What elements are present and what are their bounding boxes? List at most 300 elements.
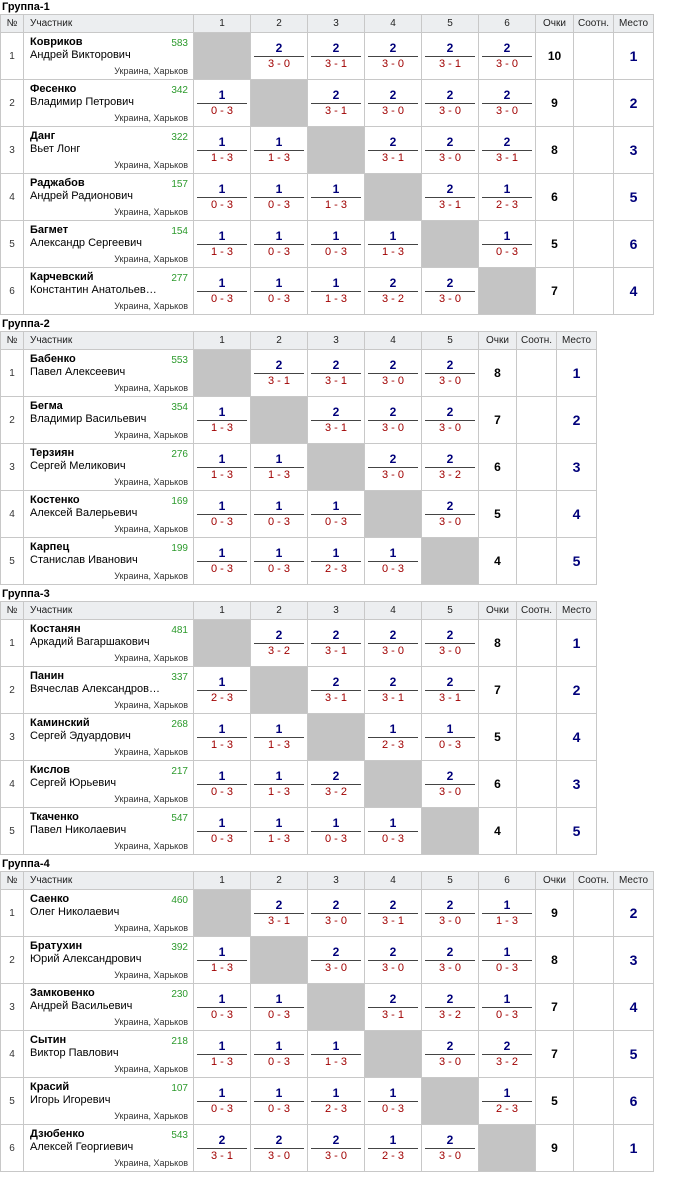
match-result-cell[interactable] <box>251 538 308 585</box>
match-points: 1 <box>332 1039 340 1053</box>
match-points: 1 <box>218 405 226 419</box>
match-score: 3 - 0 <box>381 962 404 974</box>
match-result-cell[interactable] <box>308 1125 365 1172</box>
match-result-cell[interactable] <box>365 1125 422 1172</box>
match-points: 1 <box>218 1039 226 1053</box>
participant-surname[interactable]: Ковриков <box>30 36 83 48</box>
match-score: 3 - 0 <box>438 516 461 528</box>
match-score: 3 - 0 <box>438 293 461 305</box>
match-result-cell[interactable] <box>422 620 479 667</box>
participant-surname[interactable]: Саенко <box>30 893 70 905</box>
match-result-cell[interactable] <box>479 1078 536 1125</box>
match-result-cell[interactable] <box>365 268 422 315</box>
participant-city: Украина, Харьков <box>114 923 188 933</box>
match-result-cell[interactable] <box>251 444 308 491</box>
match-points: 1 <box>275 499 283 513</box>
match-score: 2 - 3 <box>381 739 404 751</box>
match-score: 3 - 2 <box>324 786 347 798</box>
group-table <box>0 14 654 315</box>
participant-cell <box>24 127 194 174</box>
participant-fullname: Алексей Георгиевич <box>30 1141 134 1153</box>
match-points: 1 <box>503 229 511 243</box>
match-result-cell[interactable] <box>308 174 365 221</box>
match-points: 2 <box>446 769 454 783</box>
match-result-cell[interactable] <box>194 937 251 984</box>
participant-city: Украина, Харьков <box>114 970 188 980</box>
header-ratio: Соотн. <box>517 602 557 620</box>
match-result-cell[interactable] <box>251 714 308 761</box>
match-points: 1 <box>218 499 226 513</box>
participant-info <box>24 127 193 173</box>
participant-info <box>24 1078 193 1124</box>
row-number: 2 <box>1 937 24 984</box>
match-result-cell[interactable] <box>365 444 422 491</box>
match-points: 1 <box>332 1086 340 1100</box>
total-points: 5 <box>536 221 574 268</box>
participant-fullname: Владимир Петрович <box>30 96 134 108</box>
total-points: 10 <box>536 33 574 80</box>
match-result-cell[interactable] <box>194 174 251 221</box>
match-points: 2 <box>332 358 340 372</box>
match-score: 1 - 3 <box>324 199 347 211</box>
match-score: 3 - 0 <box>381 58 404 70</box>
match-points: 2 <box>446 898 454 912</box>
match-points: 1 <box>218 992 226 1006</box>
participant-surname[interactable]: Костанян <box>30 623 81 635</box>
header-opponent: 6 <box>479 872 536 890</box>
match-result-cell[interactable] <box>365 127 422 174</box>
match-score: 1 - 3 <box>495 915 518 927</box>
participant-surname[interactable]: Красий <box>30 1081 70 1093</box>
ratio-cell <box>517 620 557 667</box>
match-result-cell[interactable] <box>194 984 251 1031</box>
header-opponent: 6 <box>479 15 536 33</box>
match-result-cell[interactable] <box>422 397 479 444</box>
match-score: 1 - 3 <box>267 469 290 481</box>
participant-surname[interactable]: Данг <box>30 130 56 142</box>
header-place: Место <box>557 602 597 620</box>
match-points: 1 <box>218 722 226 736</box>
match-result-cell[interactable] <box>251 808 308 855</box>
self-match-cell <box>308 444 365 491</box>
participant-surname[interactable]: Панин <box>30 670 65 682</box>
ratio-cell <box>517 714 557 761</box>
total-points: 8 <box>536 127 574 174</box>
header-opponent: 2 <box>251 602 308 620</box>
match-result-cell[interactable] <box>308 350 365 397</box>
match-score: 3 - 0 <box>495 58 518 70</box>
match-points: 1 <box>503 182 511 196</box>
match-result-cell[interactable] <box>365 667 422 714</box>
total-points: 7 <box>536 984 574 1031</box>
match-result-cell[interactable] <box>365 984 422 1031</box>
participant-surname[interactable]: Фесенко <box>30 83 77 95</box>
participant-cell <box>24 491 194 538</box>
match-result-cell[interactable] <box>365 714 422 761</box>
match-points: 2 <box>503 135 511 149</box>
total-points: 6 <box>479 444 517 491</box>
match-points: 2 <box>389 135 397 149</box>
total-points: 5 <box>479 714 517 761</box>
match-result-cell[interactable] <box>365 808 422 855</box>
total-points: 9 <box>536 890 574 937</box>
match-result-cell[interactable] <box>308 397 365 444</box>
match-points: 1 <box>218 135 226 149</box>
place-cell: 2 <box>557 397 597 444</box>
participant-fullname: Виктор Павлович <box>30 1047 119 1059</box>
match-points: 1 <box>275 452 283 466</box>
header-opponent: 4 <box>365 332 422 350</box>
place-cell: 3 <box>614 127 654 174</box>
participant-city: Украина, Харьков <box>114 113 188 123</box>
participant-surname[interactable]: Бегма <box>30 400 63 412</box>
ratio-cell <box>574 80 614 127</box>
participant-cell <box>24 984 194 1031</box>
participant-info <box>24 1125 193 1171</box>
match-result-cell[interactable] <box>251 890 308 937</box>
match-result-cell[interactable] <box>365 80 422 127</box>
participant-rating: 460 <box>171 895 188 906</box>
match-result-cell[interactable] <box>251 33 308 80</box>
participant-fullname: Александр Сергеевич <box>30 237 142 249</box>
match-result-cell[interactable] <box>479 33 536 80</box>
match-result-cell[interactable] <box>308 80 365 127</box>
match-result-cell[interactable] <box>194 80 251 127</box>
participant-surname[interactable]: Бабенко <box>30 353 76 365</box>
ratio-cell <box>517 491 557 538</box>
match-result-cell[interactable] <box>308 1078 365 1125</box>
self-match-cell <box>251 80 308 127</box>
match-score: 3 - 0 <box>438 375 461 387</box>
participant-surname[interactable]: Костенко <box>30 494 80 506</box>
match-score: 2 - 3 <box>495 199 518 211</box>
match-score: 3 - 1 <box>495 152 518 164</box>
match-result-cell[interactable] <box>365 397 422 444</box>
participant-city: Украина, Харьков <box>114 794 188 804</box>
ratio-cell <box>574 268 614 315</box>
match-result-cell[interactable] <box>422 268 479 315</box>
header-participant: Участник <box>24 602 194 620</box>
participant-rating: 354 <box>171 402 188 413</box>
match-result-cell[interactable] <box>365 538 422 585</box>
match-result-cell[interactable] <box>251 268 308 315</box>
match-score: 3 - 2 <box>267 645 290 657</box>
participant-fullname: Алексей Валерьевич <box>30 507 138 519</box>
match-points: 1 <box>218 88 226 102</box>
match-result-cell[interactable] <box>251 1078 308 1125</box>
participant-info <box>24 80 193 126</box>
participant-cell <box>24 1078 194 1125</box>
group-title: Группа-3 <box>2 588 50 600</box>
match-result-cell[interactable] <box>194 667 251 714</box>
place-cell: 3 <box>557 444 597 491</box>
match-result-cell[interactable] <box>422 937 479 984</box>
match-score: 3 - 0 <box>381 375 404 387</box>
match-score: 1 - 3 <box>267 739 290 751</box>
match-score: 3 - 0 <box>495 105 518 117</box>
match-result-cell[interactable] <box>422 667 479 714</box>
match-score: 0 - 3 <box>267 516 290 528</box>
participant-cell <box>24 890 194 937</box>
ratio-cell <box>574 1078 614 1125</box>
match-points: 2 <box>446 182 454 196</box>
match-result-cell[interactable] <box>251 620 308 667</box>
participant-surname[interactable]: Кислов <box>30 764 70 776</box>
participant-cell <box>24 808 194 855</box>
match-result-cell[interactable] <box>479 80 536 127</box>
total-points: 6 <box>536 174 574 221</box>
participant-info <box>24 714 193 760</box>
participant-fullname: Игорь Игоревич <box>30 1094 111 1106</box>
match-result-cell[interactable] <box>308 33 365 80</box>
match-result-cell[interactable] <box>479 127 536 174</box>
match-points: 1 <box>218 182 226 196</box>
match-result-cell[interactable] <box>365 890 422 937</box>
match-points: 1 <box>275 182 283 196</box>
match-result-cell[interactable] <box>194 761 251 808</box>
match-result-cell[interactable] <box>308 620 365 667</box>
self-match-cell <box>308 714 365 761</box>
player-row <box>1 761 597 808</box>
self-match-cell <box>479 268 536 315</box>
match-result-cell[interactable] <box>365 33 422 80</box>
header-opponent: 2 <box>251 15 308 33</box>
match-points: 1 <box>389 1086 397 1100</box>
participant-surname[interactable]: Братухин <box>30 940 83 952</box>
header-opponent: 5 <box>422 332 479 350</box>
participant-info <box>24 33 193 79</box>
participant-info <box>24 667 193 713</box>
match-result-cell[interactable] <box>194 1078 251 1125</box>
match-result-cell[interactable] <box>251 127 308 174</box>
match-result-cell[interactable] <box>308 890 365 937</box>
ratio-cell <box>517 808 557 855</box>
match-score: 0 - 3 <box>267 246 290 258</box>
match-result-cell[interactable] <box>365 937 422 984</box>
match-result-cell[interactable] <box>365 350 422 397</box>
match-points: 1 <box>218 276 226 290</box>
ratio-cell <box>574 937 614 984</box>
match-points: 2 <box>389 41 397 55</box>
participant-rating: 342 <box>171 85 188 96</box>
match-score: 3 - 0 <box>438 915 461 927</box>
participant-rating: 553 <box>171 355 188 366</box>
participant-rating: 583 <box>171 38 188 49</box>
match-points: 1 <box>218 675 226 689</box>
participant-surname[interactable]: Раджабов <box>30 177 85 189</box>
self-match-cell <box>251 937 308 984</box>
match-points: 2 <box>446 1133 454 1147</box>
ratio-cell <box>517 761 557 808</box>
match-result-cell[interactable] <box>194 444 251 491</box>
match-points: 1 <box>446 722 454 736</box>
match-points: 1 <box>275 1086 283 1100</box>
place-cell: 1 <box>614 33 654 80</box>
match-score: 0 - 3 <box>381 563 404 575</box>
match-result-cell[interactable] <box>422 1125 479 1172</box>
match-result-cell[interactable] <box>308 221 365 268</box>
participant-surname[interactable]: Сытин <box>30 1034 67 1046</box>
player-row <box>1 620 597 667</box>
match-result-cell[interactable] <box>365 620 422 667</box>
match-score: 3 - 0 <box>381 105 404 117</box>
match-result-cell[interactable] <box>194 808 251 855</box>
total-points: 7 <box>479 397 517 444</box>
match-result-cell[interactable] <box>422 127 479 174</box>
match-result-cell[interactable] <box>365 221 422 268</box>
match-result-cell[interactable] <box>308 491 365 538</box>
place-cell: 5 <box>557 538 597 585</box>
participant-surname[interactable]: Багмет <box>30 224 69 236</box>
row-number: 1 <box>1 350 24 397</box>
match-score: 3 - 0 <box>438 152 461 164</box>
participant-surname[interactable]: Карчевский <box>30 271 94 283</box>
match-result-cell[interactable] <box>194 491 251 538</box>
participant-fullname: Сергей Эдуардович <box>30 730 131 742</box>
match-result-cell[interactable] <box>308 761 365 808</box>
match-result-cell[interactable] <box>194 538 251 585</box>
match-result-cell[interactable] <box>422 80 479 127</box>
match-points: 2 <box>446 499 454 513</box>
match-result-cell[interactable] <box>365 1078 422 1125</box>
match-score: 1 - 3 <box>324 1056 347 1068</box>
group-table <box>0 601 597 855</box>
match-result-cell[interactable] <box>479 221 536 268</box>
match-result-cell[interactable] <box>308 268 365 315</box>
match-result-cell[interactable] <box>251 491 308 538</box>
match-score: 0 - 3 <box>495 246 518 258</box>
participant-fullname: Сергей Меликович <box>30 460 126 472</box>
match-result-cell[interactable] <box>251 350 308 397</box>
participant-rating: 107 <box>171 1083 188 1094</box>
participant-rating: 547 <box>171 813 188 824</box>
match-result-cell[interactable] <box>251 761 308 808</box>
place-cell: 3 <box>614 937 654 984</box>
match-result-cell[interactable] <box>422 984 479 1031</box>
match-score: 0 - 3 <box>324 516 347 528</box>
match-score: 3 - 1 <box>438 199 461 211</box>
place-cell: 1 <box>614 1125 654 1172</box>
header-participant: Участник <box>24 15 194 33</box>
participant-rating: 154 <box>171 226 188 237</box>
header-num: № <box>1 15 24 33</box>
match-points: 1 <box>218 945 226 959</box>
match-result-cell[interactable] <box>479 174 536 221</box>
header-opponent: 5 <box>422 15 479 33</box>
match-score: 3 - 1 <box>381 915 404 927</box>
match-result-cell[interactable] <box>194 268 251 315</box>
self-match-cell <box>308 984 365 1031</box>
header-opponent: 1 <box>194 332 251 350</box>
match-result-cell[interactable] <box>422 444 479 491</box>
participant-surname[interactable]: Замковенко <box>30 987 95 999</box>
match-result-cell[interactable] <box>308 937 365 984</box>
match-score: 0 - 3 <box>210 1009 233 1021</box>
match-result-cell[interactable] <box>194 1031 251 1078</box>
match-result-cell[interactable] <box>422 491 479 538</box>
match-score: 3 - 1 <box>324 645 347 657</box>
participant-surname[interactable]: Карпец <box>30 541 70 553</box>
match-result-cell[interactable] <box>251 221 308 268</box>
match-result-cell[interactable] <box>251 1125 308 1172</box>
match-score: 1 - 3 <box>210 152 233 164</box>
match-result-cell[interactable] <box>308 808 365 855</box>
match-result-cell[interactable] <box>479 890 536 937</box>
match-result-cell[interactable] <box>194 397 251 444</box>
match-result-cell[interactable] <box>194 221 251 268</box>
match-score: 2 - 3 <box>324 563 347 575</box>
ratio-cell <box>574 984 614 1031</box>
participant-cell <box>24 174 194 221</box>
player-row <box>1 268 654 315</box>
match-points: 2 <box>332 405 340 419</box>
match-result-cell[interactable] <box>479 1031 536 1078</box>
match-score: 1 - 3 <box>210 246 233 258</box>
match-score: 0 - 3 <box>210 786 233 798</box>
match-result-cell[interactable] <box>422 350 479 397</box>
match-points: 1 <box>503 945 511 959</box>
match-result-cell[interactable] <box>308 538 365 585</box>
participant-city: Украина, Харьков <box>114 160 188 170</box>
header-opponent: 3 <box>308 602 365 620</box>
match-result-cell[interactable] <box>251 984 308 1031</box>
participant-surname[interactable]: Терзиян <box>30 447 75 459</box>
participant-info <box>24 221 193 267</box>
participant-surname[interactable]: Ткаченко <box>30 811 79 823</box>
header-place: Место <box>557 332 597 350</box>
match-points: 2 <box>446 675 454 689</box>
participant-surname[interactable]: Каминский <box>30 717 90 729</box>
match-score: 3 - 1 <box>438 58 461 70</box>
match-score: 3 - 1 <box>324 375 347 387</box>
match-score: 0 - 3 <box>267 199 290 211</box>
match-score: 3 - 1 <box>381 1009 404 1021</box>
match-result-cell[interactable] <box>479 937 536 984</box>
match-result-cell[interactable] <box>308 1031 365 1078</box>
match-result-cell[interactable] <box>422 174 479 221</box>
place-cell: 2 <box>614 80 654 127</box>
match-result-cell[interactable] <box>422 890 479 937</box>
match-score: 3 - 0 <box>438 1150 461 1162</box>
match-result-cell[interactable] <box>194 1125 251 1172</box>
match-points: 1 <box>332 546 340 560</box>
match-result-cell[interactable] <box>422 33 479 80</box>
match-points: 2 <box>218 1133 226 1147</box>
group-title: Группа-4 <box>2 858 50 870</box>
match-result-cell[interactable] <box>194 127 251 174</box>
match-score: 3 - 0 <box>324 962 347 974</box>
match-result-cell[interactable] <box>422 714 479 761</box>
match-score: 0 - 3 <box>210 563 233 575</box>
ratio-cell <box>574 1125 614 1172</box>
match-result-cell[interactable] <box>251 1031 308 1078</box>
match-score: 1 - 3 <box>381 246 404 258</box>
header-row <box>1 15 654 33</box>
participant-surname[interactable]: Дзюбенко <box>30 1128 85 1140</box>
match-result-cell[interactable] <box>308 667 365 714</box>
match-result-cell[interactable] <box>479 984 536 1031</box>
match-result-cell[interactable] <box>422 1031 479 1078</box>
player-row <box>1 491 597 538</box>
match-result-cell[interactable] <box>422 761 479 808</box>
participant-fullname: Константин Анатольев… <box>30 284 157 296</box>
match-result-cell[interactable] <box>251 174 308 221</box>
participant-rating: 543 <box>171 1130 188 1141</box>
participant-info <box>24 890 193 936</box>
match-result-cell[interactable] <box>194 714 251 761</box>
match-score: 1 - 3 <box>210 422 233 434</box>
header-points: Очки <box>536 872 574 890</box>
